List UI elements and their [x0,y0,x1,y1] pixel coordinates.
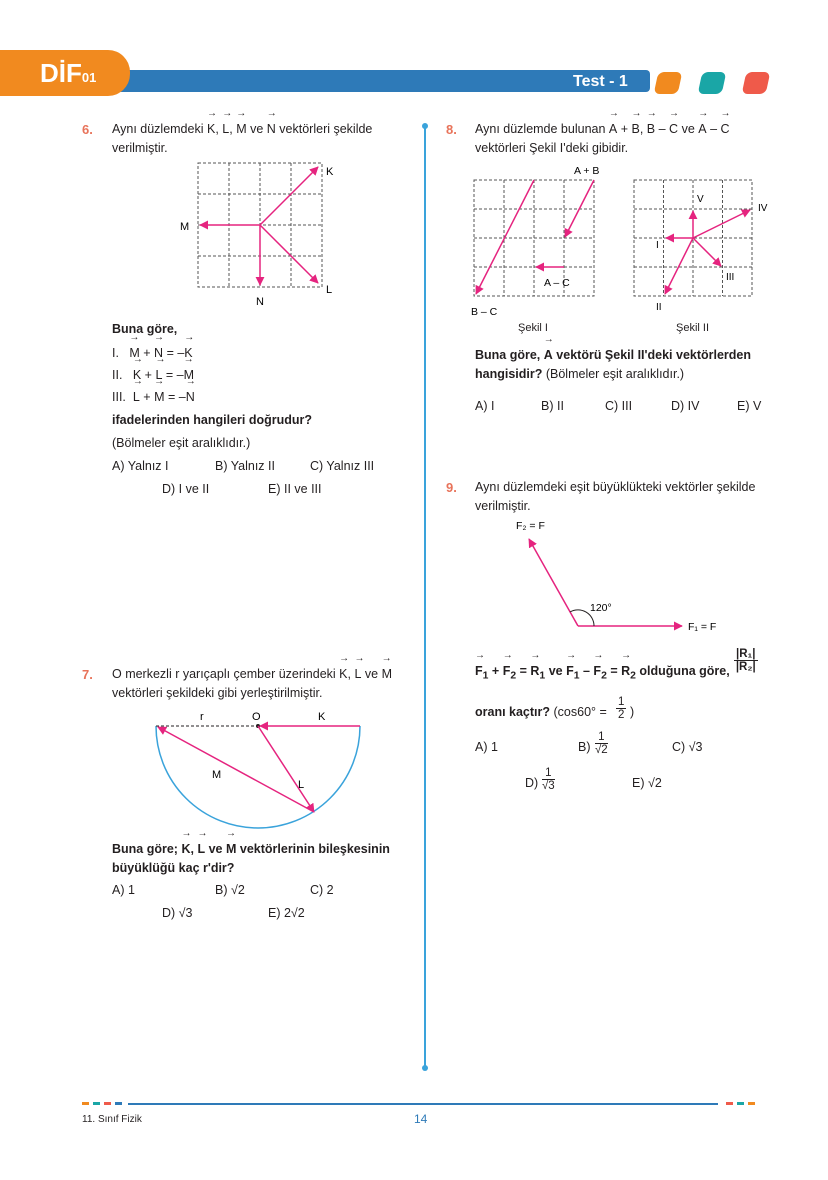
q6-label-m: M [180,221,190,233]
footer-dash-orange-right [748,1102,755,1105]
q7-label-o: O [252,711,261,723]
footer-dash-red-right [726,1102,733,1105]
q9-vector-f2 [529,539,578,626]
q8-label-i: I [656,240,659,251]
q9-paren-close: ) [630,705,635,719]
q8-option-e[interactable]: E) V [737,399,762,413]
q8-option-c[interactable]: C) III [605,399,633,413]
q6-text: Aynı düzlemdeki → K, → L, → M ve → N vektörleri şekilde verilmiştir. [112,120,407,158]
footer-dash-teal-right [737,1102,744,1105]
q9-option-b-label[interactable]: B) [578,740,591,754]
q7-label-l: L [298,779,305,791]
q7-figure [148,708,368,836]
q7-option-d[interactable]: D) √3 [162,906,193,920]
q6-option-d[interactable]: D) I ve II [162,482,210,496]
q9-option-b-fraction[interactable]: $\frac{1}{√2}$ [595,731,608,756]
q9-number: 9. [446,480,457,495]
tab-teal [698,72,727,94]
q9-condition: → $F_1$ + → $F_2$ = → $R_1$ ve → $F_1$ – → $F_2$ = → $R_2$ olduğuna göre, [475,662,775,686]
test-title: Test - 1 [573,73,628,90]
tab-orange [654,72,683,94]
q8-figure-2 [624,172,774,317]
q8-label-amc: A – C [544,277,570,289]
q6-label-n: N [256,296,264,308]
tab-red [742,72,771,94]
q8-label-ii: II [656,302,662,313]
footer-dash-teal [93,1102,100,1105]
q6-option-b[interactable]: B) Yalnız II [215,459,275,473]
q7-option-c[interactable]: C) 2 [310,883,334,897]
q7-vector-m [158,727,314,812]
q6-figure [170,158,350,308]
q7-option-a[interactable]: A) 1 [112,883,135,897]
column-divider [424,126,426,1068]
q9-label-angle: 120° [590,602,612,614]
q8-text: Aynı düzlemde bulunan → A + → B, → B – → C ve → A – → C vektörleri Şekil I'deki gibidir. [475,120,775,158]
q7-semicircle [156,726,360,828]
q9-option-e[interactable]: E) √2 [632,776,662,790]
q8-question: Buna göre, → A vektörü Şekil II'deki vektörlerden hangisidir? (Bölmeler eşit aralıklıdır.) [475,346,775,384]
q9-option-d-label[interactable]: D) [525,776,539,790]
q6-intro: Buna göre, [112,322,178,336]
q6-statement-3: III. → L + → M = –→ N [112,388,195,407]
divider-dot-top [422,123,428,129]
q8-option-b[interactable]: B) II [541,399,564,413]
footer-dash-orange [82,1102,89,1105]
q6-vector-l [260,225,318,283]
q7-number: 7. [82,667,93,682]
q6-question: ifadelerinden hangileri doğrudur? [112,413,313,427]
divider-dot-bottom [422,1065,428,1071]
q6-number: 6. [82,122,93,137]
q8-number: 8. [446,122,457,137]
q6-label-l: L [326,284,333,296]
q8-vector-iv [693,210,750,238]
q7-label-r: r [200,711,204,723]
q8-figure-1 [466,160,616,320]
q8-caption-2: Şekil II [676,322,710,334]
footer-dash-blue [115,1102,122,1105]
q8-label-iv: IV [758,203,768,214]
q6-label-k: K [326,166,334,178]
footer-course: 11. Sınıf Fizik [82,1114,142,1125]
q6-statement-2: II. → K + → L = –→ M [112,366,194,385]
q7-question: Buna göre; → K, → L ve → M vektörlerinin bileşkesinin büyüklüğü kaç r'dir? [112,840,412,878]
q8-vector-iii [693,238,721,266]
q8-label-v: V [697,194,704,205]
q8-option-d[interactable]: D) IV [671,399,700,413]
q6-note: (Bölmeler eşit aralıklıdır.) [112,436,251,450]
q9-question: oranı kaçtır? (cos60° = [475,705,607,719]
q9-label-f1: F₁ = F [688,621,717,633]
q7-text: O merkezli r yarıçaplı çember üzerindeki → K, → L ve → M vektörleri şekildeki gibi yerleştirilmiştir. [112,665,412,703]
q6-option-e[interactable]: E) II ve III [268,482,322,496]
q7-option-e[interactable]: E) 2√2 [268,906,305,920]
q7-label-k: K [318,711,326,723]
q7-vector-l [258,726,314,812]
footer-line [128,1103,718,1105]
q6-statement-1: I. → M + → N = –→ K [112,344,193,363]
footer-dash-red [104,1102,111,1105]
q6-vector-k [260,167,318,225]
q9-ratio: $\frac{\text{|R₁|}}{\text{|R₂|}}$ [735,648,756,673]
q9-half-fraction: $\frac{1}{2}$ [618,696,625,721]
q6-option-c[interactable]: C) Yalnız III [310,459,375,473]
page-number: 14 [414,1112,428,1126]
q8-label-apb: A + B [574,165,600,177]
q8-caption-1: Şekil I [518,322,548,334]
q6-option-a[interactable]: A) Yalnız I [112,459,169,473]
q9-option-d-fraction[interactable]: $\frac{1}{√3}$ [542,767,555,792]
q8-label-iii: III [726,272,735,283]
q7-label-m: M [212,769,222,781]
q8-label-bmc: B – C [471,306,498,318]
q7-option-b[interactable]: B) √2 [215,883,245,897]
q8-option-a[interactable]: A) I [475,399,495,413]
q9-figure [510,515,730,640]
q8-vector-ii [665,238,693,294]
q8-grid-1 [474,180,594,296]
q9-label-f2: F₂ = F [516,520,545,532]
brand-logo: DİF01 [40,58,97,88]
q9-option-a[interactable]: A) 1 [475,740,498,754]
q9-option-c[interactable]: C) √3 [672,740,703,754]
q8-vector-b-minus-c [476,180,534,294]
q9-text: Aynı düzlemdeki eşit büyüklükteki vektörler şekilde verilmiştir. [475,480,756,513]
